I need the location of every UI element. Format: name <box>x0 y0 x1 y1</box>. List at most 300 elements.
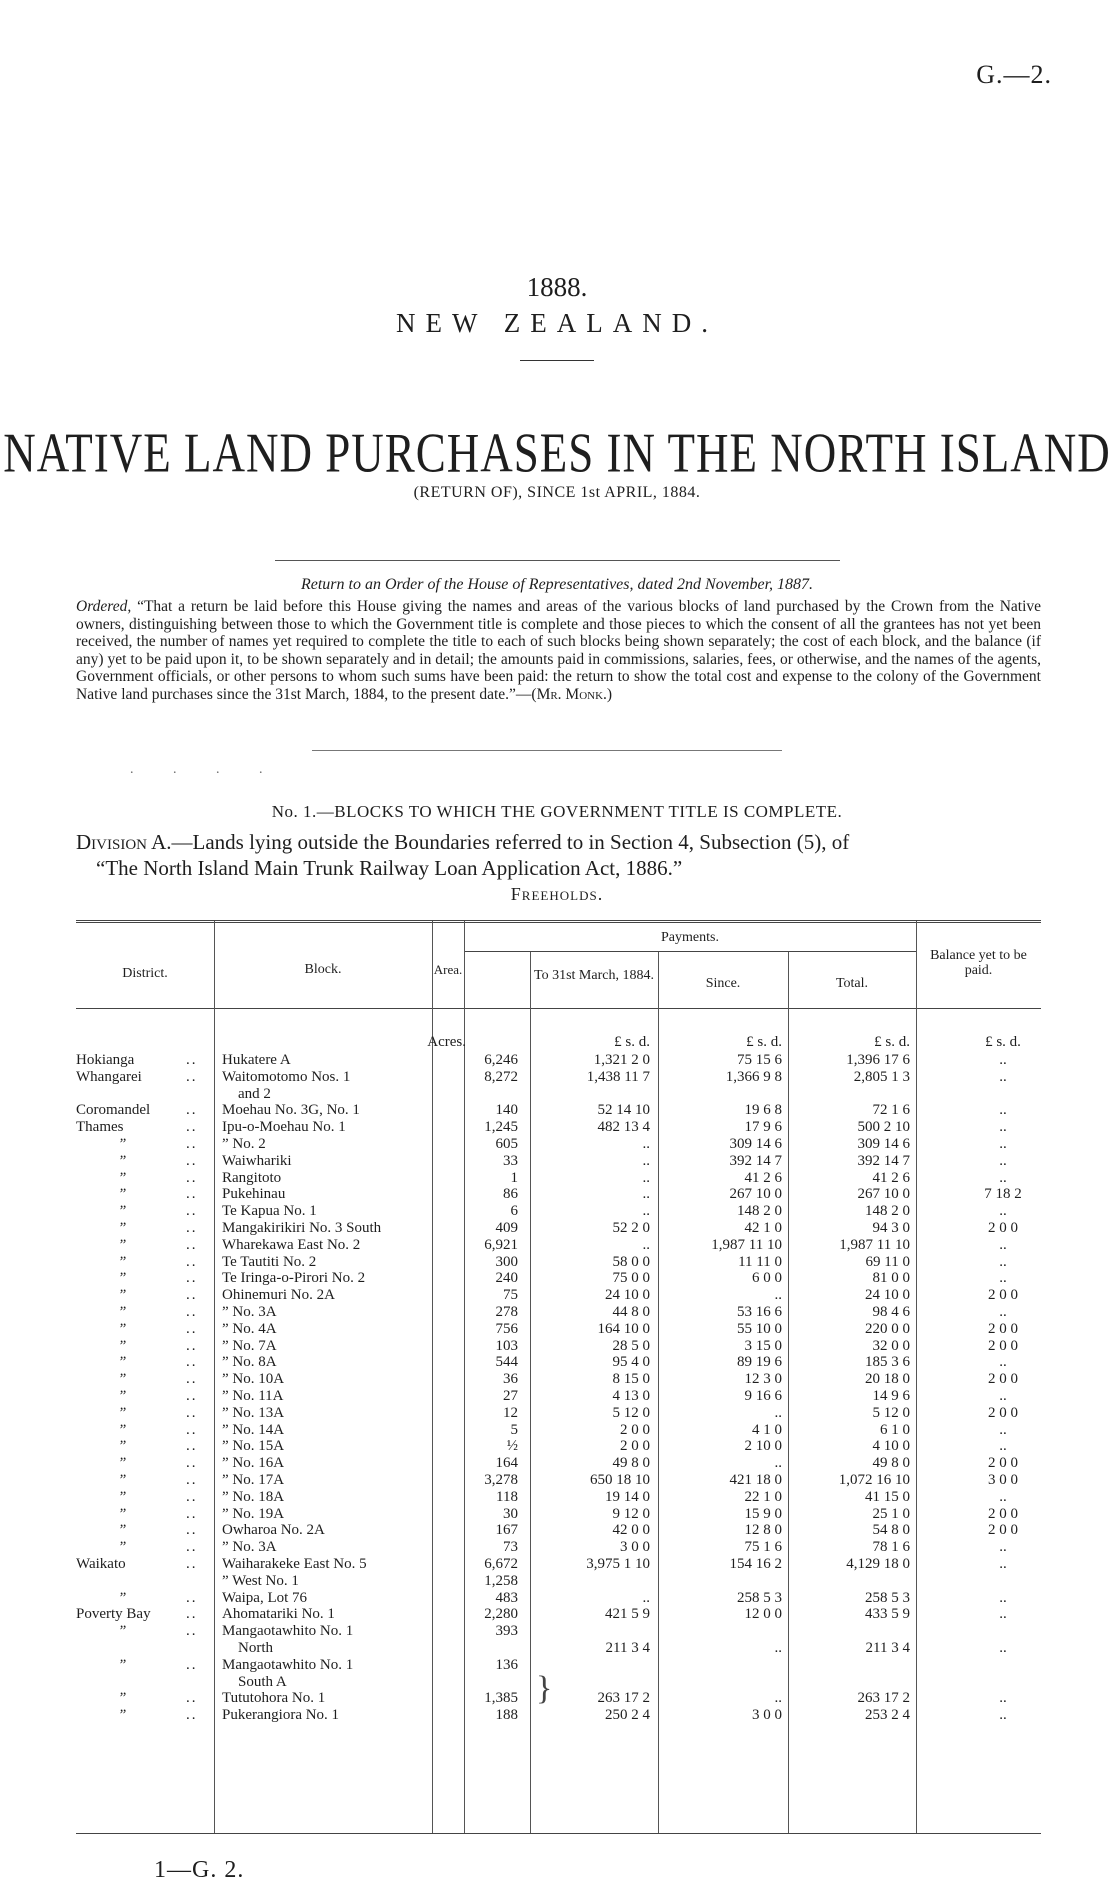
row-block: Waipa, Lot 76 <box>222 1589 308 1606</box>
row-balance: 2 0 0 <box>988 1371 1018 1388</box>
row-district: Poverty Bay <box>76 1606 151 1623</box>
row-since: 154 16 2 <box>729 1556 782 1572</box>
row-district: ” <box>118 1236 127 1253</box>
row-total: 78 1 6 <box>872 1539 910 1556</box>
row-block: North <box>238 1640 273 1656</box>
row-balance: .. <box>999 1236 1007 1253</box>
row-area: 36 <box>503 1371 518 1388</box>
table-row <box>0 1489 1114 1506</box>
table-row <box>0 1674 1114 1691</box>
row-to31: 164 10 0 <box>597 1320 650 1337</box>
row-total: 25 1 0 <box>872 1505 910 1522</box>
table-row <box>0 1455 1114 1472</box>
row-since: 4 1 0 <box>752 1421 782 1438</box>
row-since: 89 19 6 <box>737 1354 782 1371</box>
row-to31: 650 18 10 <box>590 1472 650 1488</box>
row-block: ” No. 7A <box>222 1337 277 1354</box>
row-area: 483 <box>495 1589 518 1606</box>
row-to31: 211 3 4 <box>605 1640 650 1656</box>
row-district: ” <box>118 1404 127 1421</box>
row-district: Whangarei <box>76 1068 142 1085</box>
dot-leader: . . . . <box>130 762 281 777</box>
table-row <box>0 1170 1114 1187</box>
brace-mangaotawhito: } <box>536 1670 553 1707</box>
table-row <box>0 1203 1114 1220</box>
table-row <box>0 1270 1114 1287</box>
row-block: Waitomotomo Nos. 1 <box>222 1068 351 1085</box>
header-block: Block. <box>304 962 342 977</box>
dot-leader: .. <box>186 1707 198 1724</box>
row-to31: 75 0 0 <box>612 1270 650 1287</box>
dot-leader: .. <box>186 1304 198 1320</box>
dot-leader: .. <box>186 1455 198 1472</box>
row-district: Coromandel <box>76 1102 151 1119</box>
row-total: 20 18 0 <box>865 1371 910 1388</box>
row-area: 393 <box>495 1623 518 1640</box>
row-balance: 3 0 0 <box>988 1472 1018 1488</box>
row-district: ” <box>118 1304 127 1320</box>
row-district: ” <box>118 1253 127 1270</box>
row-block: Wharekawa East No. 2 <box>222 1236 361 1253</box>
row-block: ” No. 2 <box>222 1136 266 1152</box>
document-year: 1888. <box>526 272 588 302</box>
dot-leader: .. <box>186 1472 198 1488</box>
row-area: 756 <box>495 1320 518 1337</box>
row-district: ” <box>118 1589 127 1606</box>
row-to31: 2 0 0 <box>620 1421 650 1438</box>
table-row <box>0 1052 1114 1069</box>
dot-leader: .. <box>186 1203 198 1220</box>
row-area: 164 <box>495 1455 518 1472</box>
row-block: ” No. 8A <box>222 1354 277 1371</box>
row-since: 421 18 0 <box>729 1472 782 1488</box>
row-balance: 2 0 0 <box>988 1287 1018 1304</box>
row-total: 4 10 0 <box>872 1438 910 1455</box>
row-block: Pukehinau <box>222 1186 286 1203</box>
row-area: 27 <box>503 1388 518 1404</box>
row-area: 75 <box>503 1287 518 1304</box>
row-district: ” <box>118 1472 127 1488</box>
dot-leader: .. <box>186 1052 198 1068</box>
row-to31: 4 13 0 <box>612 1388 650 1404</box>
row-area: 544 <box>495 1354 518 1371</box>
row-since: 267 10 0 <box>729 1186 782 1203</box>
row-district: ” <box>118 1186 127 1203</box>
document-subtitle: (RETURN OF), SINCE 1st APRIL, 1884. <box>413 484 701 501</box>
row-district: ” <box>118 1287 127 1304</box>
table-row <box>0 1237 1114 1254</box>
row-balance: 2 0 0 <box>988 1404 1018 1421</box>
row-block: Tututohora No. 1 <box>222 1690 326 1707</box>
row-area: 278 <box>495 1304 518 1320</box>
row-balance: .. <box>999 1556 1007 1572</box>
row-to31: 52 2 0 <box>612 1220 650 1236</box>
row-district: ” <box>118 1371 127 1388</box>
row-to31: 24 10 0 <box>605 1287 650 1304</box>
row-to31: 482 13 4 <box>597 1119 650 1136</box>
row-balance: 7 18 2 <box>984 1186 1022 1203</box>
row-block: ” No. 16A <box>222 1455 285 1472</box>
row-block: ” No. 4A <box>222 1320 277 1337</box>
dot-leader: .. <box>186 1589 198 1606</box>
dot-leader: .. <box>186 1136 198 1152</box>
row-to31: .. <box>642 1152 650 1169</box>
header-bottom-rule <box>76 1008 1041 1009</box>
table-row <box>0 1287 1114 1304</box>
mover-name: Mr. Monk <box>536 685 604 703</box>
dot-leader: .. <box>186 1152 198 1169</box>
ordered-close: .) <box>603 685 613 703</box>
row-since: 309 14 6 <box>729 1136 782 1152</box>
row-to31: 19 14 0 <box>605 1488 650 1505</box>
row-district: Thames <box>76 1119 124 1136</box>
row-area: 6 <box>510 1203 518 1220</box>
dot-leader: .. <box>186 1556 198 1572</box>
row-since: .. <box>774 1287 782 1304</box>
row-to31: .. <box>642 1203 650 1220</box>
row-since: 55 10 0 <box>737 1320 782 1337</box>
table-row <box>0 1254 1114 1271</box>
row-since: 1,366 9 8 <box>725 1068 782 1085</box>
table-row <box>0 1220 1114 1237</box>
row-district: ” <box>118 1623 127 1640</box>
table-row <box>0 1556 1114 1573</box>
row-balance: .. <box>999 1438 1007 1455</box>
row-total: 392 14 7 <box>857 1152 910 1169</box>
row-area: 6,672 <box>484 1556 518 1572</box>
row-balance: .. <box>999 1488 1007 1505</box>
row-to31: 42 0 0 <box>612 1522 650 1539</box>
document-title: NATIVE LAND PURCHASES IN THE NORTH ISLAND <box>3 421 1111 484</box>
row-area: 30 <box>503 1505 518 1522</box>
row-district: ” <box>118 1438 127 1455</box>
row-district: ” <box>118 1707 127 1724</box>
table-row <box>0 1321 1114 1338</box>
row-block: ” West No. 1 <box>222 1572 299 1589</box>
dot-leader: .. <box>186 1606 198 1623</box>
row-total: 41 2 6 <box>872 1169 910 1186</box>
table-row <box>0 1590 1114 1607</box>
row-to31: 250 2 4 <box>605 1707 650 1724</box>
row-total: 309 14 6 <box>857 1136 910 1152</box>
table-top-rule-double <box>76 922 1041 923</box>
table-top-rule <box>76 920 1041 921</box>
row-since: 6 0 0 <box>752 1270 782 1287</box>
table-row <box>0 1405 1114 1422</box>
units-area: Acres. <box>427 1034 466 1050</box>
row-since: 12 0 0 <box>744 1606 782 1623</box>
row-block: ” No. 19A <box>222 1505 285 1522</box>
row-to31: 3 0 0 <box>620 1539 650 1556</box>
dot-leader: .. <box>186 1186 198 1203</box>
dot-leader: .. <box>186 1220 198 1236</box>
row-total: 220 0 0 <box>865 1320 910 1337</box>
section-heading: No. 1.—BLOCKS TO WHICH THE GOVERNMENT TITLE IS COMPLETE. <box>271 802 843 821</box>
row-total: 433 5 9 <box>865 1606 910 1623</box>
row-since: 19 6 8 <box>744 1102 782 1119</box>
ordered-text: “That a return be laid before this House giving the names and areas of the various blocks of land purchased by the Crown from the Native owners, distinguishing between those to which the Government title is complete and those pieces to which the consent of all the grantees has not yet been received, the number of names yet required to complete the title to each of such blocks being shown separately; the cost of each block, and the balance (if any) yet to be paid upon it, to be shown separately and in detail; the amounts paid in commissions, salaries, fees, or otherwise, and the names of the agents, Government officials, or other persons to whom such sums have been paid: the return to show the total cost and expense to the colony of the Government Native land purchases since the 31st March, 1884, to the present date.”—( <box>76 598 1042 703</box>
row-balance: .. <box>999 1589 1007 1606</box>
row-to31: 28 5 0 <box>612 1337 650 1354</box>
row-to31: .. <box>642 1186 650 1203</box>
row-total: 54 8 0 <box>872 1522 910 1539</box>
row-total: 258 5 3 <box>865 1589 910 1606</box>
row-total: 185 3 6 <box>865 1354 910 1371</box>
dot-leader: .. <box>186 1388 198 1404</box>
row-block: ” No. 13A <box>222 1404 285 1421</box>
row-to31: 263 17 2 <box>597 1690 650 1707</box>
row-total: 98 4 6 <box>872 1304 910 1320</box>
header-total: Total. <box>835 976 869 991</box>
row-area: ½ <box>506 1438 518 1455</box>
row-balance: .. <box>999 1152 1007 1169</box>
row-area: 605 <box>495 1136 518 1152</box>
row-since: 17 9 6 <box>744 1119 782 1136</box>
row-block: Mangaotawhito No. 1 <box>222 1656 354 1673</box>
row-area: 103 <box>495 1337 518 1354</box>
row-block: ” No. 10A <box>222 1371 285 1388</box>
row-since: 75 15 6 <box>737 1052 782 1068</box>
dot-leader: .. <box>186 1404 198 1421</box>
row-total: 263 17 2 <box>857 1690 910 1707</box>
row-balance: .. <box>999 1119 1007 1136</box>
row-district: ” <box>118 1152 127 1169</box>
row-balance: .. <box>999 1102 1007 1119</box>
row-total: 4,129 18 0 <box>846 1556 910 1572</box>
table-row <box>0 1522 1114 1539</box>
row-district: ” <box>118 1690 127 1707</box>
document-country: NEW ZEALAND. <box>396 308 718 338</box>
row-district: ” <box>118 1421 127 1438</box>
row-since: 148 2 0 <box>737 1203 782 1220</box>
row-to31: .. <box>642 1589 650 1606</box>
row-total: 1,072 16 10 <box>838 1472 910 1488</box>
row-since: 53 16 6 <box>737 1304 782 1320</box>
row-area: 73 <box>503 1539 518 1556</box>
row-balance: .. <box>999 1421 1007 1438</box>
row-to31: 421 5 9 <box>605 1606 650 1623</box>
row-district: ” <box>118 1169 127 1186</box>
dot-leader: .. <box>186 1522 198 1539</box>
row-district: ” <box>118 1220 127 1236</box>
dot-leader: .. <box>186 1119 198 1136</box>
document-reference: G.—2. <box>976 60 1052 89</box>
row-total: 32 0 0 <box>872 1337 910 1354</box>
table-row <box>0 1371 1114 1388</box>
table-row <box>0 1186 1114 1203</box>
row-district: ” <box>118 1505 127 1522</box>
units-balance: £ s. d. <box>985 1034 1021 1050</box>
row-balance: 2 0 0 <box>988 1505 1018 1522</box>
table-row <box>0 1506 1114 1523</box>
table-row <box>0 1119 1114 1136</box>
row-block: Mangakirikiri No. 3 South <box>222 1220 382 1236</box>
row-area: 8,272 <box>484 1068 518 1085</box>
row-since: 22 1 0 <box>744 1488 782 1505</box>
table-row <box>0 1102 1114 1119</box>
units-total: £ s. d. <box>874 1034 910 1050</box>
table-row <box>0 1640 1114 1657</box>
page-footer: 1—G. 2. <box>154 1857 245 1883</box>
row-balance: .. <box>999 1388 1007 1404</box>
row-total: 6 1 0 <box>880 1421 910 1438</box>
table-row <box>0 1338 1114 1355</box>
row-block: Mangaotawhito No. 1 <box>222 1623 354 1640</box>
row-total: 41 15 0 <box>865 1488 910 1505</box>
row-block: South A <box>238 1673 287 1690</box>
dot-leader: .. <box>186 1270 198 1287</box>
row-block: ” No. 17A <box>222 1472 285 1488</box>
row-district: ” <box>118 1270 127 1287</box>
row-block: Ipu-o-Moehau No. 1 <box>222 1119 346 1136</box>
row-district: ” <box>118 1136 127 1152</box>
row-since: .. <box>774 1404 782 1421</box>
header-since: Since. <box>705 976 741 991</box>
row-balance: .. <box>999 1253 1007 1270</box>
table-row <box>0 1354 1114 1371</box>
division-heading <box>76 830 1041 855</box>
row-since: 258 5 3 <box>737 1589 782 1606</box>
table-row <box>0 1707 1114 1724</box>
row-area: 118 <box>496 1488 518 1505</box>
dot-leader: .. <box>186 1371 198 1388</box>
dot-leader: .. <box>186 1287 198 1304</box>
row-block: ” No. 18A <box>222 1488 285 1505</box>
row-to31: 8 15 0 <box>612 1371 650 1388</box>
dot-leader: .. <box>186 1068 198 1085</box>
row-since: .. <box>774 1690 782 1707</box>
row-block: ” No. 3A <box>222 1304 277 1320</box>
row-since: 12 8 0 <box>744 1522 782 1539</box>
row-block: Owharoa No. 2A <box>222 1522 325 1539</box>
row-to31: 95 4 0 <box>612 1354 650 1371</box>
row-since: 75 1 6 <box>744 1539 782 1556</box>
row-since: 3 15 0 <box>744 1337 782 1354</box>
return-line: Return to an Order of the House of Representatives, dated 2nd November, 1887. <box>300 576 814 593</box>
row-balance: .. <box>999 1707 1007 1724</box>
dot-leader: .. <box>186 1354 198 1371</box>
row-area: 240 <box>495 1270 518 1287</box>
row-to31: .. <box>642 1136 650 1152</box>
row-total: 148 2 0 <box>865 1203 910 1220</box>
table-row <box>0 1690 1114 1707</box>
row-to31: 1,321 2 0 <box>593 1052 650 1068</box>
row-total: 2,805 1 3 <box>853 1068 910 1085</box>
row-block: Waiharakeke East No. 5 <box>222 1556 367 1572</box>
row-total: 69 11 0 <box>865 1253 910 1270</box>
row-area: 188 <box>495 1707 518 1724</box>
row-area: 167 <box>495 1522 518 1539</box>
table-row <box>0 1472 1114 1489</box>
dot-leader: .. <box>186 1539 198 1556</box>
row-district: ” <box>118 1337 127 1354</box>
header-payments: Payments. <box>661 930 719 945</box>
row-area: 1,245 <box>484 1119 518 1136</box>
header-district: District. <box>122 966 168 981</box>
row-block: Te Tautiti No. 2 <box>222 1253 317 1270</box>
row-since: 3 0 0 <box>752 1707 782 1724</box>
row-to31: 44 8 0 <box>612 1304 650 1320</box>
row-since: .. <box>774 1455 782 1472</box>
row-since: 12 3 0 <box>744 1371 782 1388</box>
table-row <box>0 1153 1114 1170</box>
row-balance: .. <box>999 1606 1007 1623</box>
row-area: 136 <box>495 1656 518 1673</box>
header-to31: To 31st March, 1884. <box>534 968 654 983</box>
row-block: Waiwhariki <box>222 1152 292 1169</box>
row-district: Waikato <box>76 1556 126 1572</box>
row-area: 1,385 <box>484 1690 518 1707</box>
row-since: 15 9 0 <box>744 1505 782 1522</box>
dot-leader: .. <box>186 1690 198 1707</box>
row-since: 42 1 0 <box>744 1220 782 1236</box>
units-row <box>0 1034 1114 1051</box>
row-block: Ohinemuri No. 2A <box>222 1287 335 1304</box>
row-district: ” <box>118 1539 127 1556</box>
row-balance: .. <box>999 1169 1007 1186</box>
row-block: Rangitoto <box>222 1169 282 1186</box>
dot-leader: .. <box>186 1623 198 1640</box>
row-block: Te Kapua No. 1 <box>222 1203 317 1220</box>
dot-leader: .. <box>186 1320 198 1337</box>
row-area: 3,278 <box>484 1472 518 1488</box>
payments-rule <box>464 951 916 952</box>
table-row <box>0 1606 1114 1623</box>
row-since: 1,987 11 10 <box>711 1236 782 1253</box>
row-balance: .. <box>999 1270 1007 1287</box>
row-area: 1 <box>510 1169 518 1186</box>
row-district: ” <box>118 1656 127 1673</box>
row-area: 2,280 <box>484 1606 518 1623</box>
row-total: 72 1 6 <box>872 1102 910 1119</box>
row-district: ” <box>118 1388 127 1404</box>
table-row <box>0 1657 1114 1674</box>
row-total: 211 3 4 <box>865 1640 910 1656</box>
row-block: Te Iringa-o-Pirori No. 2 <box>222 1270 366 1287</box>
row-area: 409 <box>495 1220 518 1236</box>
row-total: 1,396 17 6 <box>846 1052 910 1068</box>
row-balance: .. <box>999 1304 1007 1320</box>
row-to31: 58 0 0 <box>612 1253 650 1270</box>
division-heading-line2: “The North Island Main Trunk Railway Loan Application Act, 1886.” <box>96 856 683 880</box>
row-since: 392 14 7 <box>729 1152 782 1169</box>
row-area: 1,258 <box>484 1572 518 1589</box>
row-to31: 3,975 1 10 <box>586 1556 650 1572</box>
row-total: 81 0 0 <box>872 1270 910 1287</box>
order-divider <box>275 560 840 561</box>
row-block: Hukatere A <box>222 1052 291 1068</box>
row-since: 2 10 0 <box>744 1438 782 1455</box>
row-block: and 2 <box>238 1085 271 1102</box>
header-balance: Balance yet to be paid. <box>930 948 1027 978</box>
row-to31: 5 12 0 <box>612 1404 650 1421</box>
dot-leader: .. <box>186 1236 198 1253</box>
table-bottom-rule <box>76 1833 1041 1834</box>
row-to31: 2 0 0 <box>620 1438 650 1455</box>
row-area: 6,921 <box>484 1236 518 1253</box>
row-to31: 1,438 11 7 <box>586 1068 650 1085</box>
row-balance: 2 0 0 <box>988 1220 1018 1236</box>
row-area: 33 <box>503 1152 518 1169</box>
table-row <box>0 1539 1114 1556</box>
row-block: ” No. 14A <box>222 1421 285 1438</box>
row-block: Pukerangiora No. 1 <box>222 1707 340 1724</box>
row-balance: 2 0 0 <box>988 1337 1018 1354</box>
paragraph-divider <box>312 750 782 751</box>
row-balance: .. <box>999 1203 1007 1220</box>
row-district: ” <box>118 1354 127 1371</box>
order-paragraph <box>76 598 1041 703</box>
